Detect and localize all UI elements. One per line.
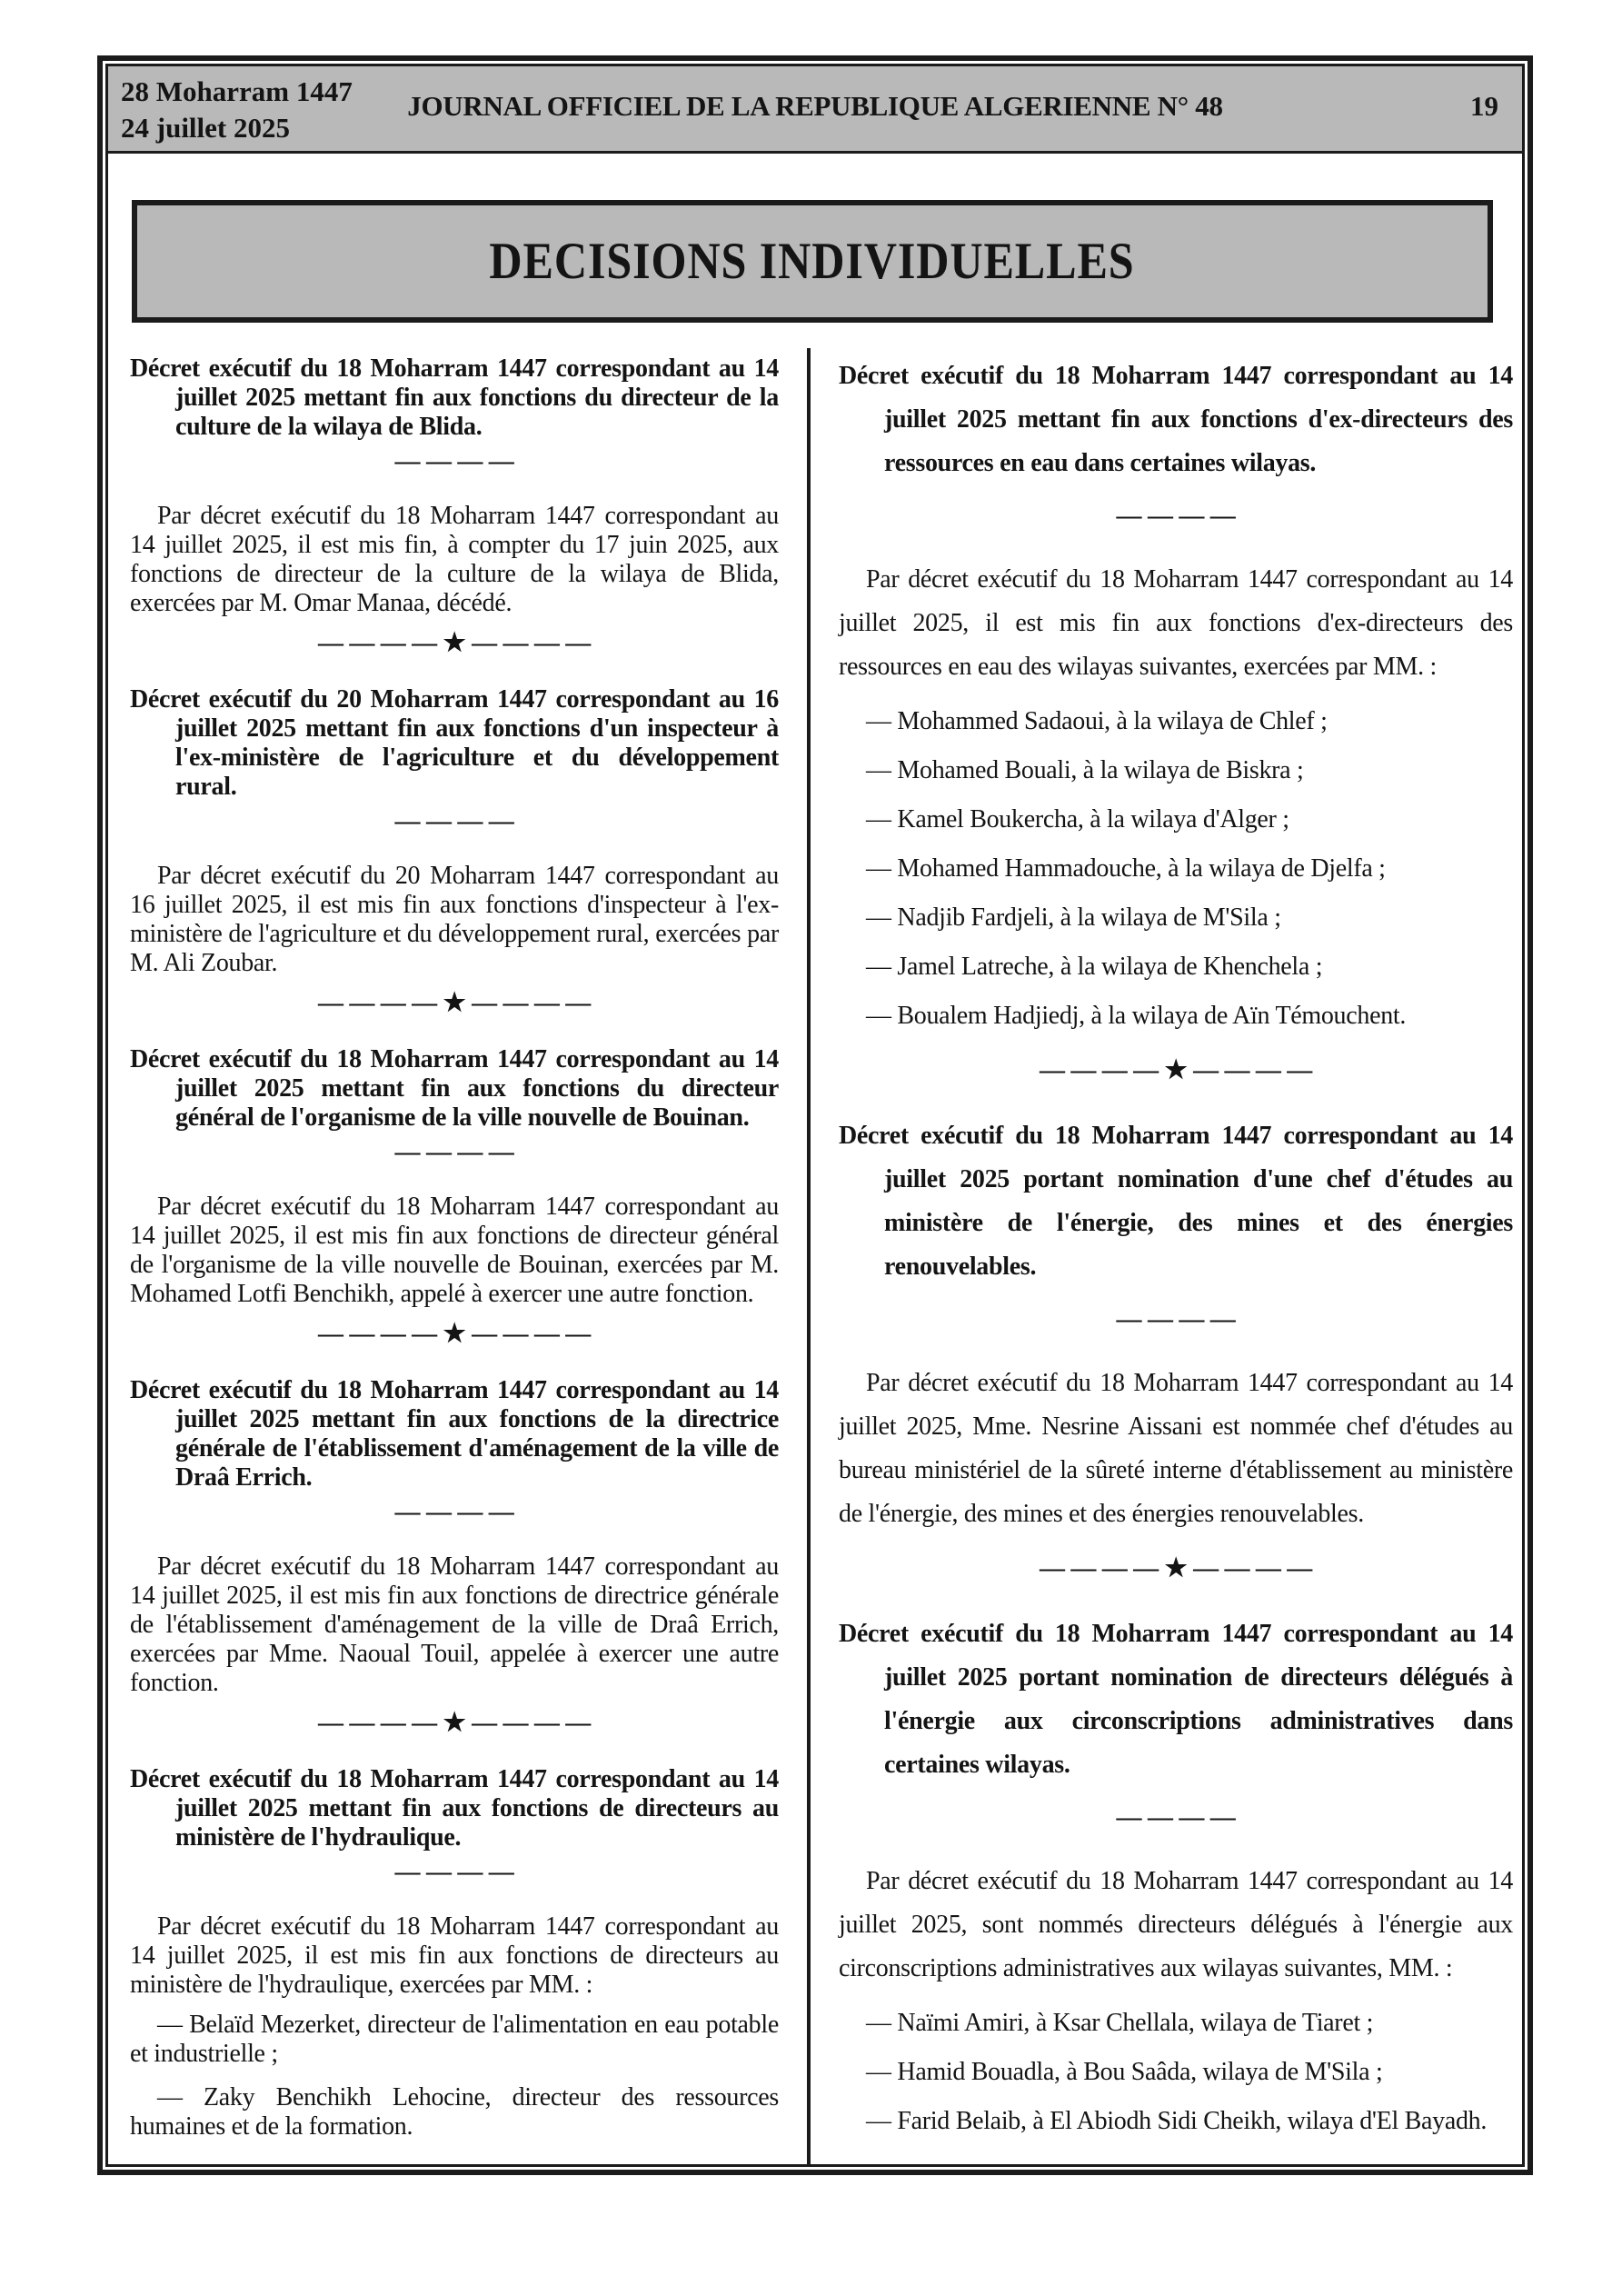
star-separator: — — — — ★ — — — — [317, 989, 591, 1017]
decree-paragraph: Par décret exécutif du 18 Moharram 1447 correspondant au 14 juillet 2025, il est mis fin aux fonctions d'ex-directeurs des ressources en eau des wilayas suivantes, exercées par MM. : [839, 565, 1513, 681]
decree-title: Décret exécutif du 18 Moharram 1447 correspondant au 14 juillet 2025 portant nomination d'une chef d'études au ministère de l'énergie, des mines et des énergies renouvelables. [839, 1122, 1513, 1281]
decree-list-item: — Naïmi Amiri, à Ksar Chellala, wilaya de Tiaret ; [866, 2009, 1374, 2037]
dash-separator: — — — — [394, 807, 514, 835]
decree-title: Décret exécutif du 18 Moharram 1447 correspondant au 14 juillet 2025 mettant fin aux fonctions de directeurs au ministère de l'hydraulique. [130, 1765, 779, 1852]
decree-list-item: — Boualem Hadjiedj, à la wilaya de Aïn Témouchent. [866, 1002, 1407, 1030]
decree-list-item: — Mohamed Bouali, à la wilaya de Biskra ; [866, 756, 1304, 784]
decree-title: Décret exécutif du 18 Moharram 1447 correspondant au 14 juillet 2025 mettant fin aux fonctions de la directrice générale de l'établissement d'aménagement de la ville de Draâ Errich. [130, 1376, 779, 1492]
decree-list-item: — Kamel Boukercha, à la wilaya d'Alger ; [866, 805, 1289, 834]
decree-list-item: — Zaky Benchikh Lehocine, directeur des ressources humaines et de la formation. [130, 2083, 779, 2141]
star-separator: — — — — ★ — — — — [1039, 1056, 1312, 1084]
decree-title: Décret exécutif du 18 Moharram 1447 correspondant au 14 juillet 2025 mettant fin aux fonctions du directeur de la culture de la wilaya de Blida. [130, 354, 779, 441]
dash-separator: — — — — [394, 447, 514, 475]
star-separator: — — — — ★ — — — — [1039, 1554, 1312, 1582]
decree-title: Décret exécutif du 18 Moharram 1447 correspondant au 14 juillet 2025 mettant fin aux fonctions d'ex-directeurs des ressources en eau dans certaines wilayas. [839, 362, 1513, 477]
date-gregorian: 24 juillet 2025 [121, 112, 290, 144]
decree-paragraph: Par décret exécutif du 18 Moharram 1447 correspondant au 14 juillet 2025, il est mis fin aux fonctions de directeurs au ministère de l'hydraulique, exercées par MM. : [130, 1912, 779, 1999]
banner-title: DECISIONS INDIVIDUELLES [489, 233, 1136, 290]
dash-separator: — — — — [394, 1858, 514, 1886]
decree-list-item: — Farid Belaib, à El Abiodh Sidi Cheikh, wilaya d'El Bayadh. [866, 2107, 1488, 2135]
dash-separator: — — — — [1116, 1803, 1236, 1832]
decree-list-item: — Jamel Latreche, à la wilaya de Khenchela ; [866, 953, 1323, 981]
decree-title: Décret exécutif du 18 Moharram 1447 correspondant au 14 juillet 2025 mettant fin aux fonctions du directeur général de l'organisme de la ville nouvelle de Bouinan. [130, 1045, 779, 1132]
decree-paragraph: Par décret exécutif du 18 Moharram 1447 correspondant au 14 juillet 2025, il est mis fin aux fonctions de directeur général de l'organisme de la ville nouvelle de Bouinan, exercées par M. Mohamed Lotfi Benchikh, appelé à exercer une autre fonction. [130, 1193, 779, 1308]
decree-list-item: — Hamid Bouadla, à Bou Saâda, wilaya de M'Sila ; [866, 2058, 1383, 2086]
decree-title: Décret exécutif du 18 Moharram 1447 correspondant au 14 juillet 2025 portant nomination de directeurs délégués à l'énergie aux circonscriptions administratives dans certaines wilayas. [839, 1620, 1513, 1779]
decree-list-item: — Belaïd Mezerket, directeur de l'alimentation en eau potable et industrielle ; [130, 2011, 779, 2068]
dash-separator: — — — — [394, 1138, 514, 1166]
banner-box [132, 200, 1493, 323]
decree-list-item: — Mohammed Sadaoui, à la wilaya de Chlef ; [866, 707, 1328, 735]
journal-title: JOURNAL OFFICIEL DE LA REPUBLIQUE ALGERIENNE N° 48 [407, 90, 1223, 122]
header-band [108, 66, 1522, 154]
dash-separator: — — — — [1116, 1305, 1236, 1333]
decree-list-item: — Nadjib Fardjeli, à la wilaya de M'Sila ; [866, 903, 1281, 932]
column-divider [807, 348, 811, 2166]
decree-list-item: — Mohamed Hammadouche, à la wilaya de Djelfa ; [866, 854, 1386, 883]
decree-paragraph: Par décret exécutif du 18 Moharram 1447 correspondant au 14 juillet 2025, il est mis fin aux fonctions de directrice générale de l'établissement d'aménagement de la ville de Draâ Errich, exercées par Mme. Naoual Touil, appelée à exercer une autre fonction. [130, 1552, 779, 1697]
page-number: 19 [1470, 90, 1498, 122]
decree-paragraph: Par décret exécutif du 18 Moharram 1447 correspondant au 14 juillet 2025, il est mis fin, à compter du 17 juin 2025, aux fonctions de directeur de la culture de la wilaya de Blida, exercées par M. Omar Manaa, décédé. [130, 502, 779, 617]
star-separator: — — — — ★ — — — — [317, 1709, 591, 1737]
decree-title: Décret exécutif du 20 Moharram 1447 correspondant au 16 juillet 2025 mettant fin aux fonctions d'un inspecteur à l'ex-ministère de l'agriculture et du développement rural. [130, 685, 779, 801]
star-separator: — — — — ★ — — — — [317, 629, 591, 657]
decree-paragraph: Par décret exécutif du 18 Moharram 1447 correspondant au 14 juillet 2025, sont nommés directeurs délégués à l'énergie aux circonscriptions administratives aux wilayas suivantes, MM. : [839, 1867, 1513, 1982]
dash-separator: — — — — [1116, 502, 1236, 530]
left-column [130, 354, 779, 2156]
decree-paragraph: Par décret exécutif du 20 Moharram 1447 correspondant au 16 juillet 2025, il est mis fin aux fonctions d'inspecteur à l'ex-ministère de l'agriculture et du développement rural, exercées par M. Ali Zoubar. [130, 862, 779, 977]
decree-paragraph: Par décret exécutif du 18 Moharram 1447 correspondant au 14 juillet 2025, Mme. Nesrine Aissani est nommée chef d'études au bureau ministériel de la sûreté interne d'établissement au ministère de l'énergie, des mines et des énergies renouvelables. [839, 1369, 1513, 1528]
right-column [839, 354, 1513, 2149]
dash-separator: — — — — [394, 1498, 514, 1526]
star-separator: — — — — ★ — — — — [317, 1320, 591, 1348]
date-hijri: 28 Moharram 1447 [121, 75, 353, 107]
